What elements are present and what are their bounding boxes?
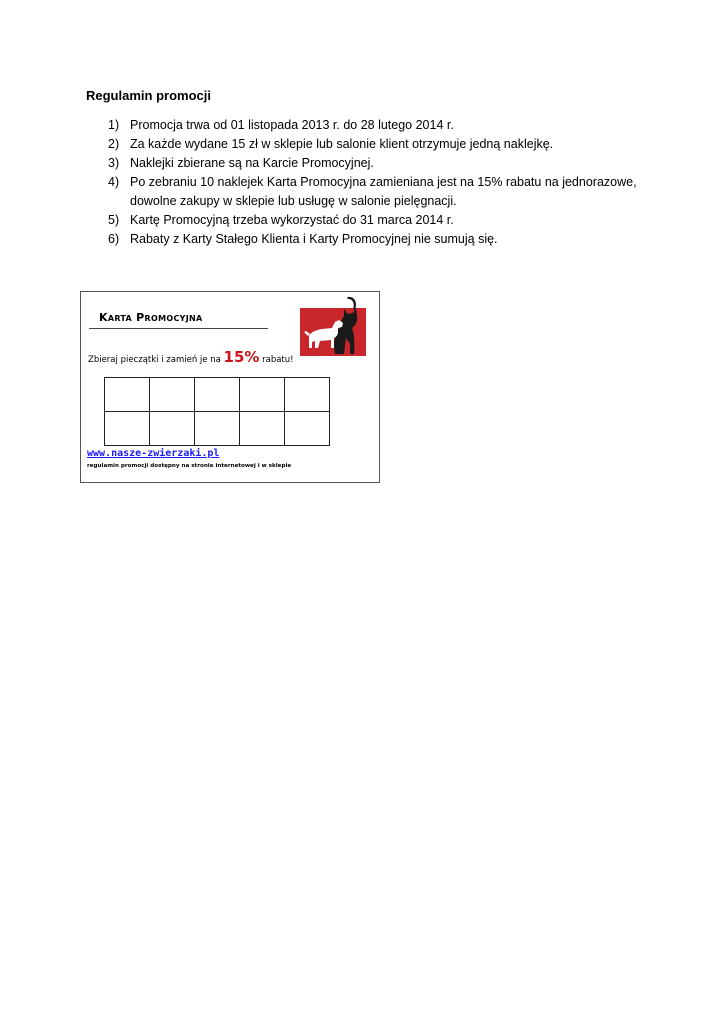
stamp-box [150,378,195,412]
cat-and-dog-icon [300,292,368,356]
rule-number: 2) [108,137,120,151]
rule-text: Za każde wydane 15 zł w sklepie lub salonie klient otrzymuje jedną naklejkę. [130,137,554,151]
stamp-box [285,378,330,412]
stamp-box [195,412,240,446]
discount-percent: 15% [223,348,260,366]
slogan-text: Zbieraj pieczątki i zamień je na [88,355,224,365]
card-footnote: regulamin promocji dostępny na stronie internetowej i w sklepie [87,463,292,469]
rule-number: 6) [108,232,120,246]
document-title: Regulamin promocji [86,88,211,103]
rule-item [86,230,646,249]
stamp-box [150,412,195,446]
rule-text: Promocja trwa od 01 listopada 2013 r. do 28 lutego 2014 r. [130,118,454,132]
slogan-text-end: rabatu! [259,355,294,365]
stamp-box [105,412,150,446]
stamp-box [240,412,285,446]
stamp-box [105,378,150,412]
rule-text: Po zebraniu 10 naklejek Karta Promocyjna zamieniana jest na 15% rabatu na jednorazowe, dowolne zakupy w sklepie lub usługę w salonie pielęgnacji. [130,175,637,208]
rule-number: 5) [108,213,120,227]
rule-number: 1) [108,118,120,132]
rule-text: Rabaty z Karty Stałego Klienta i Karty Promocyjnej nie sumują się. [130,232,498,246]
stamp-row [105,378,330,412]
card-title-underline [89,328,268,329]
rule-item [86,173,646,211]
rule-number: 3) [108,156,120,170]
stamp-box [285,412,330,446]
stamp-box [195,378,240,412]
stamp-row [105,412,330,446]
rule-text: Kartę Promocyjną trzeba wykorzystać do 31 marca 2014 r. [130,213,454,227]
stamp-grid [104,377,330,446]
rule-number: 4) [108,175,120,189]
stamp-box [240,378,285,412]
rule-text: Naklejki zbierane są na Karcie Promocyjnej. [130,156,374,170]
card-slogan [88,348,294,366]
website-link[interactable]: www.nasze-zwierzaki.pl [87,448,220,459]
rule-item [86,135,646,154]
rule-item [86,116,646,135]
rule-item [86,154,646,173]
card-title: Karta Promocyjna [99,311,203,324]
rules-list [86,116,646,249]
promo-card [80,291,380,483]
rule-item [86,211,646,230]
